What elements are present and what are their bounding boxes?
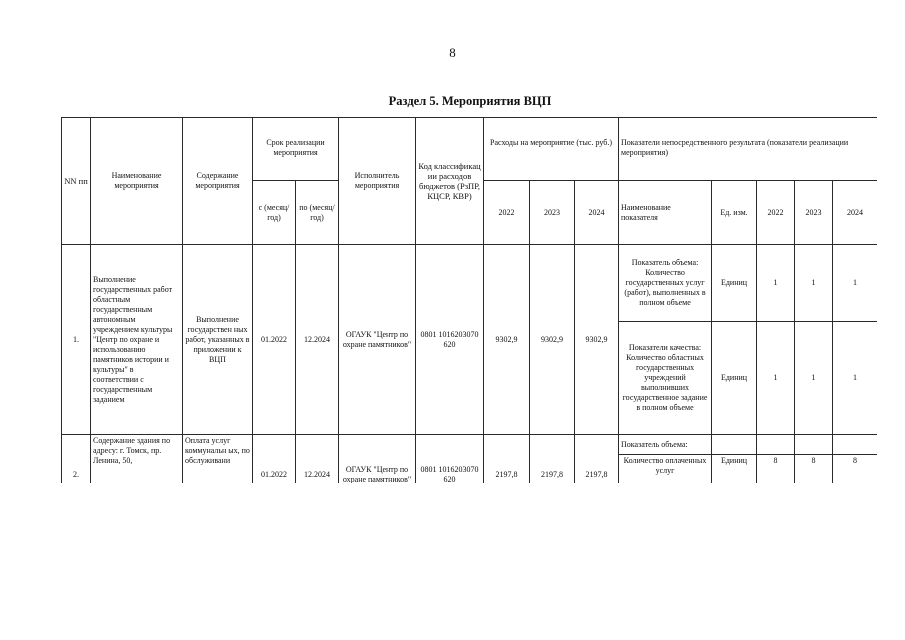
row-executor: ОГАУК "Центр по охране памятников" [339, 435, 416, 484]
row-name: Выполнение государственных работ областным государственным автономным учреждением культуры "Центр по охране и использованию памятников истории и культуры" в соответствии с государственным заданием [91, 245, 183, 435]
row-executor: ОГАУК "Центр по охране памятников" [339, 245, 416, 435]
header-ind-year: 2024 [833, 181, 877, 245]
row-expense: 2197,8 [484, 435, 530, 484]
header-ind-unit: Ед. изм. [712, 181, 757, 245]
indicator-value: 1 [833, 245, 877, 322]
header-ind-year: 2022 [757, 181, 795, 245]
row-2-indicator-1: Показатель объема: [619, 435, 712, 455]
header-from: с (месяц/ год) [253, 181, 296, 245]
header-code: Код классификац ии расходов бюджетов (РзПР, КЦСР, КВР) [416, 118, 484, 245]
indicator-unit: Единиц [712, 322, 757, 435]
row-1-indicator-1: Показатель объема: Количество государственных услуг (работ), выполненных в полном объеме [619, 245, 712, 322]
indicator-value: 1 [757, 322, 795, 435]
page-number: 8 [449, 45, 456, 60]
indicator-value: 8 [833, 455, 877, 484]
header-name: Наименование мероприятия [91, 118, 183, 245]
indicator-value: 1 [795, 245, 833, 322]
row-1 [62, 245, 878, 322]
indicator-value: 1 [795, 322, 833, 435]
row-expense: 2197,8 [575, 435, 619, 484]
row-from: 01.2022 [253, 435, 296, 484]
row-nn: 1. [62, 245, 91, 435]
indicator-value [795, 435, 833, 455]
row-content: Оплата услуг коммунальн ых, по обслуживани [183, 435, 253, 484]
table [61, 117, 877, 483]
header-expenses: Расходы на мероприятие (тыс. руб.) [484, 118, 619, 181]
indicator-unit [712, 435, 757, 455]
row-2-indicator-2: Количество оплаченных услуг [619, 455, 712, 484]
row-expense: 2197,8 [530, 435, 575, 484]
row-nn: 2. [62, 435, 91, 484]
indicator-value [757, 435, 795, 455]
indicator-unit: Единиц [712, 455, 757, 484]
header-executor: Исполнитель мероприятия [339, 118, 416, 245]
header-exp-year: 2023 [530, 181, 575, 245]
header-nn: NN пп [62, 118, 91, 245]
indicator-unit: Единиц [712, 245, 757, 322]
row-1-indicator-2: Показатели качества: Количество областных государственных учреждений выполнивших государственное задание в полном объеме [619, 322, 712, 435]
row-expense: 9302,9 [575, 245, 619, 435]
row-from: 01.2022 [253, 245, 296, 435]
row-code: 0801 1016203070 620 [416, 435, 484, 484]
indicator-value: 8 [795, 455, 833, 484]
header-content: Содержание мероприятия [183, 118, 253, 245]
row-expense: 9302,9 [530, 245, 575, 435]
row-2 [62, 435, 878, 455]
row-code: 0801 1016203070 620 [416, 245, 484, 435]
row-name: Содержание здания по адресу: г. Томск, пр. Ленина, 50, [91, 435, 183, 484]
row-expense: 9302,9 [484, 245, 530, 435]
row-to: 12.2024 [296, 435, 339, 484]
indicator-value [833, 435, 877, 455]
header-period: Срок реализации мероприятия [253, 118, 339, 181]
header-indicators: Показатели непосредственного результата (показатели реализации мероприятия) [619, 118, 877, 181]
header-ind-name: Наименование показателя [619, 181, 712, 245]
header-ind-year: 2023 [795, 181, 833, 245]
header-exp-year: 2024 [575, 181, 619, 245]
row-to: 12.2024 [296, 245, 339, 435]
header-to: по (месяц/ год) [296, 181, 339, 245]
section-title: Раздел 5. Мероприятия ВЦП [388, 94, 552, 108]
indicator-value: 8 [757, 455, 795, 484]
row-content: Выполнение государствен ных работ, указанных в приложении к ВЦП [183, 245, 253, 435]
indicator-value: 1 [757, 245, 795, 322]
indicator-value: 1 [833, 322, 877, 435]
header-exp-year: 2022 [484, 181, 530, 245]
